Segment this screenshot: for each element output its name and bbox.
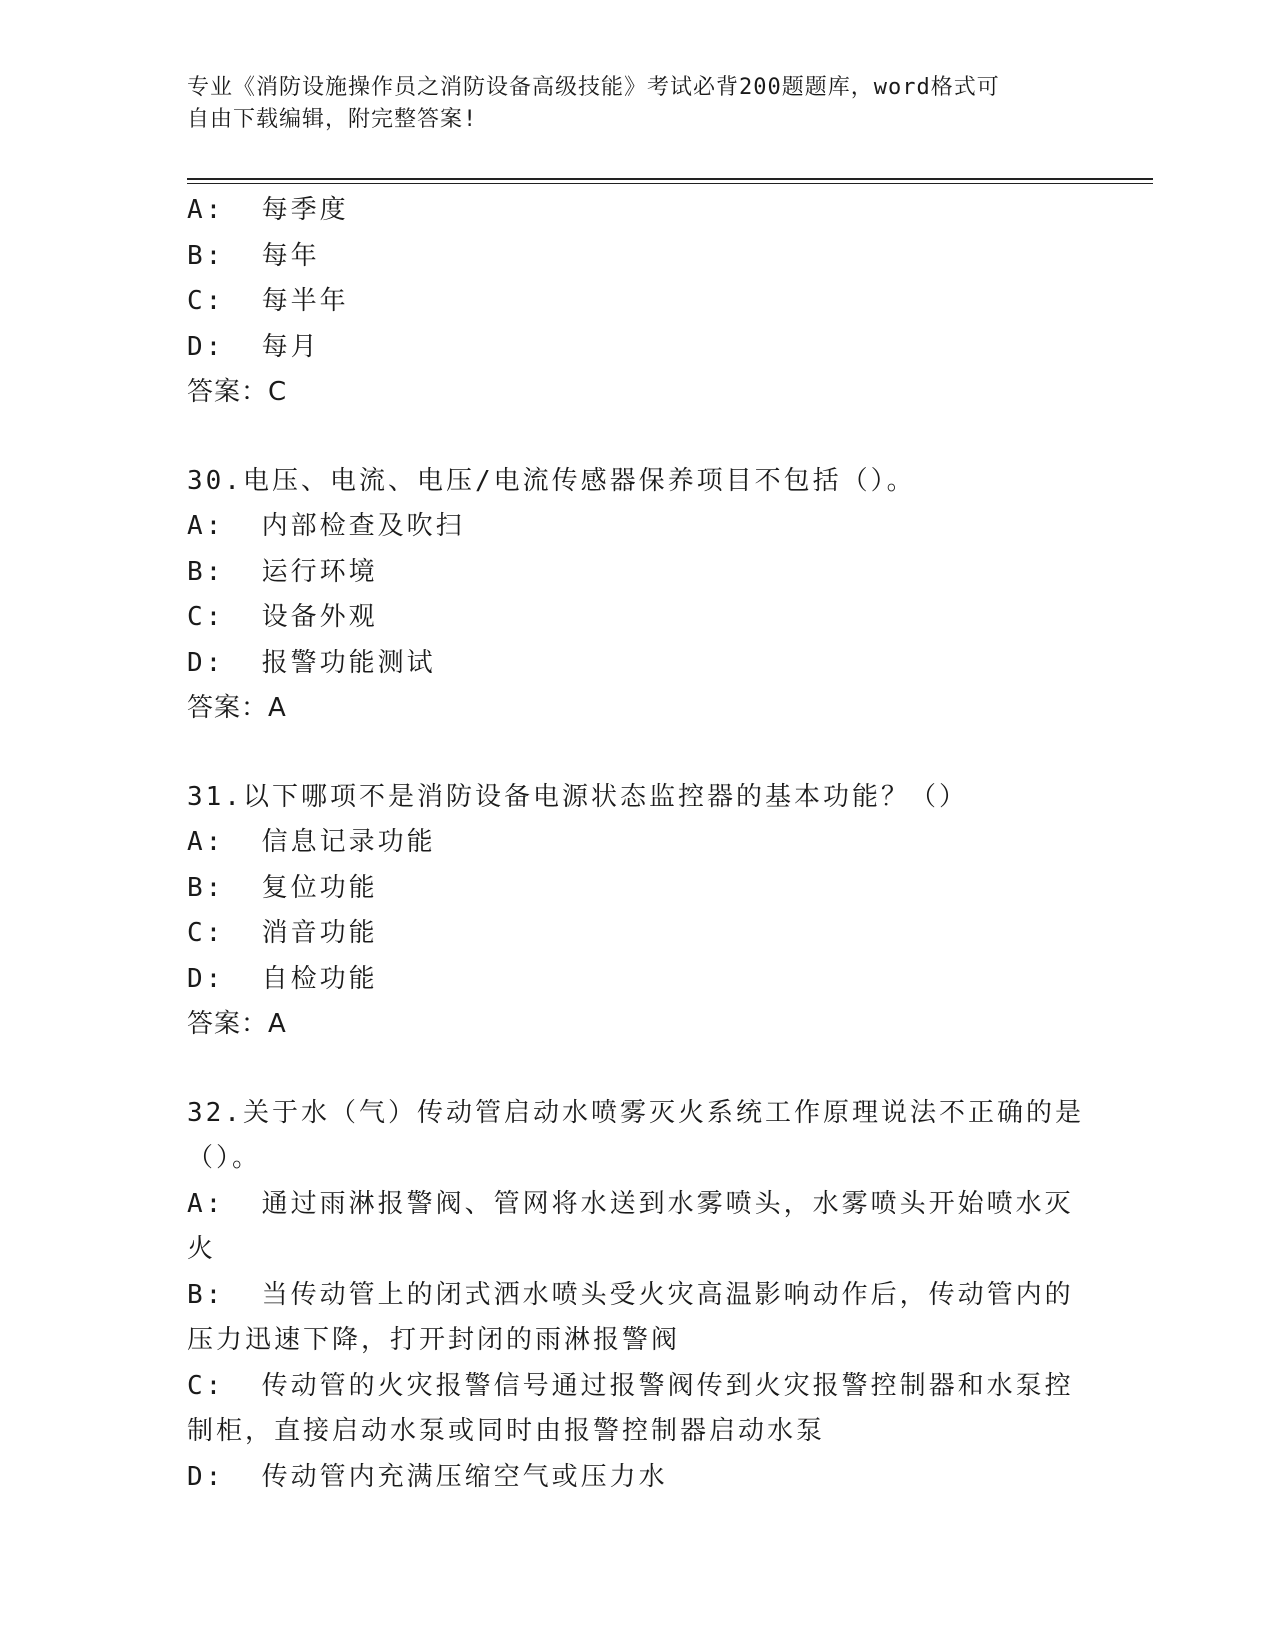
option-b: B: 复位功能 xyxy=(187,872,378,903)
question-text: 31.以下哪项不是消防设备电源状态监控器的基本功能？（） xyxy=(187,781,968,812)
spacer xyxy=(187,1048,1087,1091)
option-c: C: 传动管的火灾报警信号通过报警阀传到火灾报警控制器和水泵控制柜，直接启动水泵或同时由报警控制器启动水泵 xyxy=(187,1370,1074,1446)
header-line-1: 专业《消防设施操作员之消防设备高级技能》考试必背200题题库，word格式可 xyxy=(187,75,1000,100)
question-block-31 xyxy=(187,775,1087,1048)
option-b: B: 运行环境 xyxy=(187,556,378,587)
header-divider-thin xyxy=(187,183,1153,184)
answer-line: 答案：A xyxy=(187,1009,287,1039)
option-b: B: 当传动管上的闭式洒水喷头受火灾高温影响动作后，传动管内的压力迅速下降，打开封闭的雨淋报警阀 xyxy=(187,1279,1074,1355)
question-text: 32.关于水（气）传动管启动水喷雾灭火系统工作原理说法不正确的是（）。 xyxy=(187,1097,1084,1173)
option-d: D: 传动管内充满压缩空气或压力水 xyxy=(187,1461,668,1492)
option-d: D: 每月 xyxy=(187,331,320,362)
option-c: C: 设备外观 xyxy=(187,602,378,632)
question-list xyxy=(187,188,1087,1500)
option-a: A: 内部检查及吹扫 xyxy=(187,511,465,541)
option-c: C: 每半年 xyxy=(187,286,349,316)
question-block-30 xyxy=(187,459,1087,732)
question-block-29 xyxy=(187,188,1087,416)
document-header xyxy=(187,72,1067,136)
header-line-2: 自由下载编辑，附完整答案! xyxy=(187,107,478,132)
spacer xyxy=(187,416,1087,459)
option-c: C: 消音功能 xyxy=(187,918,378,948)
answer-line: 答案：A xyxy=(187,693,287,723)
answer-line: 答案：C xyxy=(187,377,288,407)
option-a: A: 信息记录功能 xyxy=(187,827,436,857)
option-d: D: 自检功能 xyxy=(187,963,378,994)
spacer xyxy=(187,732,1087,775)
option-d: D: 报警功能测试 xyxy=(187,647,436,678)
question-text: 30.电压、电流、电压/电流传感器保养项目不包括（）。 xyxy=(187,465,916,496)
question-block-32 xyxy=(187,1091,1087,1501)
option-a: A: 通过雨淋报警阀、管网将水送到水雾喷头，水雾喷头开始喷水灭火 xyxy=(187,1188,1074,1264)
header-divider-thick xyxy=(187,178,1153,180)
option-b: B: 每年 xyxy=(187,240,320,271)
option-a: A: 每季度 xyxy=(187,195,349,225)
